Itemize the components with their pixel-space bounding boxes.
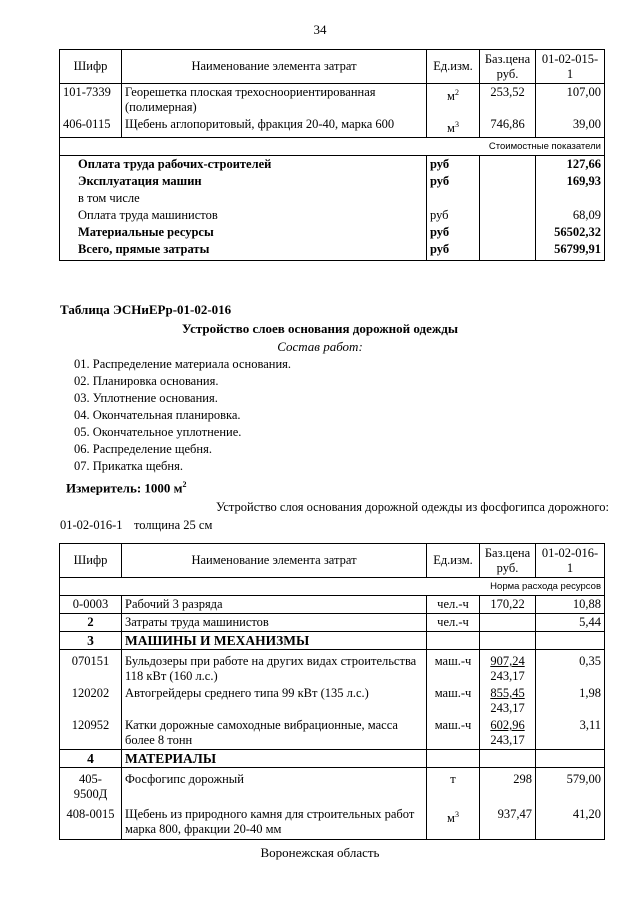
table-row: 408-0015 Щебень из природного камня для строительных работ марка 800, фракции 20-40 мм $м^3$ 937,47 41,20 — [60, 803, 605, 840]
table-row: 406-0115 Щебень аглопоритовый, фракция 20-40, марка 600 $м^3$ 746,86 39,00 — [60, 116, 605, 138]
work-item: 01. Распределение материала основания. — [74, 357, 292, 371]
header-code: Шифр — [60, 544, 122, 578]
norm-caption: Норма расхода ресурсов — [60, 578, 605, 596]
table-row: 3 МАШИНЫ И МЕХАНИЗМЫ — [60, 632, 605, 650]
table-row: 4 МАТЕРИАЛЫ — [60, 750, 605, 768]
header-code: Шифр — [60, 50, 122, 84]
summary-row: Оплата труда рабочих-строителей руб 127,66 — [60, 156, 605, 174]
page-number: 34 — [313, 22, 327, 37]
description-line2: толщина 25 см — [134, 518, 213, 532]
work-item: 03. Уплотнение основания. — [74, 391, 218, 405]
table-row: 120952 Катки дорожные самоходные вибрационные, масса более 8 тонн маш.-ч 602,96 243,17 3,11 — [60, 717, 605, 750]
works-list — [74, 356, 291, 475]
footer-region: Воронежская область — [260, 845, 380, 860]
summary-row: Эксплуатация машин руб 169,93 — [60, 173, 605, 190]
work-item: 05. Окончательное уплотнение. — [74, 425, 242, 439]
cost-table-015 — [59, 49, 605, 261]
table-row: 2 Затраты труда машинистов чел.-ч 5,44 — [60, 614, 605, 632]
meter: Измеритель: 1000 $м^2$ — [66, 480, 187, 496]
work-item: 06. Распределение щебня. — [74, 442, 212, 456]
header-unit: Ед.изм. — [427, 50, 480, 84]
header-name: Наименование элемента затрат — [122, 544, 427, 578]
table-row: 0-0003 Рабочий 3 разряда чел.-ч 170,22 10,88 — [60, 596, 605, 614]
description-code: 01-02-016-1 — [60, 518, 123, 532]
header-price: Баз.цена руб. — [480, 544, 536, 578]
works-title: Состав работ: — [277, 339, 363, 354]
table-row: 101-7339 Георешетка плоская трехосноориентированная (полимерная) $м^2$ 253,52 107,00 — [60, 84, 605, 117]
summary-row: Оплата труда машинистов руб 68,09 — [60, 207, 605, 224]
header-unit: Ед.изм. — [427, 544, 480, 578]
table-id: Таблица ЭСНиЕРр-01-02-016 — [60, 302, 232, 317]
summary-row: Всего, прямые затраты руб 56799,91 — [60, 241, 605, 261]
header-norm: 01-02-015-1 — [536, 50, 605, 84]
resource-table-016 — [59, 543, 605, 840]
table-row: 070151 Бульдозеры при работе на других видах строительства 118 кВт (160 л.с.) маш.-ч 907,24 243,17 0,35 — [60, 650, 605, 686]
table-row: 120202 Автогрейдеры среднего типа 99 кВт (135 л.с.) маш.-ч 855,45 243,17 1,98 — [60, 685, 605, 717]
table-row: 405-9500Д Фосфогипс дорожный т 298 579,00 — [60, 768, 605, 804]
header-norm: 01-02-016-1 — [536, 544, 605, 578]
section-title: Устройство слоев основания дорожной одежды — [181, 321, 459, 336]
header-name: Наименование элемента затрат — [122, 50, 427, 84]
work-item: 04. Окончательная планировка. — [74, 408, 241, 422]
summary-row: Материальные ресурсы руб 56502,32 — [60, 224, 605, 241]
header-price: Баз.цена руб. — [480, 50, 536, 84]
summary-row: в том числе — [60, 190, 605, 207]
work-item: 07. Прикатка щебня. — [74, 459, 183, 473]
description-line1: Устройство слоя основания дорожной одежды из фосфогипса дорожного: — [216, 500, 609, 514]
work-item: 02. Планировка основания. — [74, 374, 219, 388]
cost-caption: Стоимостные показатели — [60, 138, 605, 156]
